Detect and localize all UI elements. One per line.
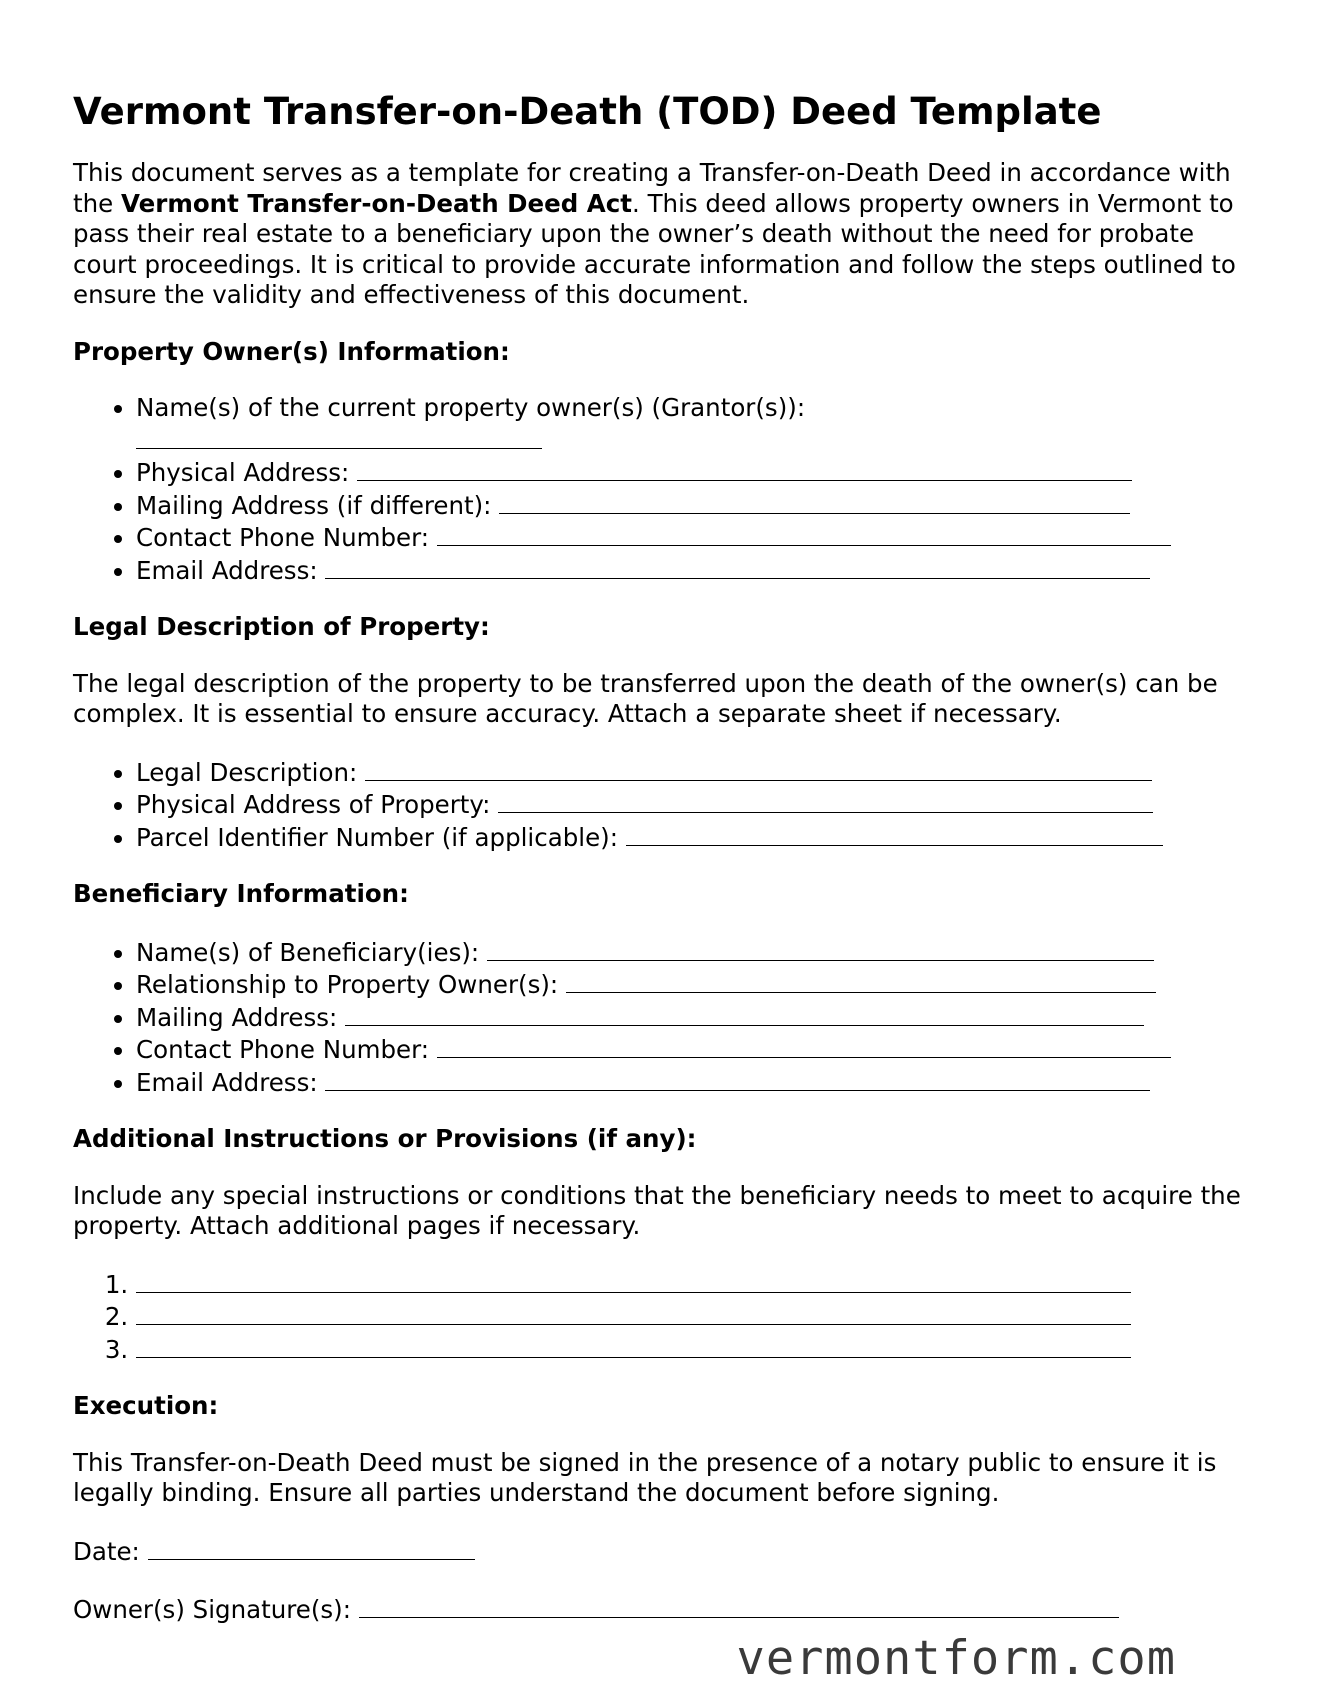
legal-fields-list	[73, 756, 1253, 854]
owner-fields-list	[73, 393, 1253, 586]
field-label: Contact Phone Number:	[136, 523, 430, 552]
watermark: vermontform.com	[736, 1631, 1176, 1686]
parcel-id-blank[interactable]	[626, 821, 1163, 846]
instruction-item	[136, 1333, 1253, 1366]
field-label: Contact Phone Number:	[136, 1035, 430, 1064]
field-label: Email Address:	[136, 1067, 318, 1097]
instruction-item	[136, 1268, 1253, 1301]
property-address-field	[136, 788, 1253, 821]
date-blank[interactable]	[148, 1535, 475, 1560]
legal-description-blank[interactable]	[365, 756, 1152, 781]
act-name: Vermont Transfer-on-Death Deed Act	[121, 188, 632, 218]
owner-email-field	[136, 554, 1253, 587]
beneficiary-mailing-address-field	[136, 1001, 1253, 1034]
beneficiary-relationship-blank[interactable]	[566, 968, 1156, 993]
field-label: Mailing Address:	[136, 1002, 338, 1032]
legal-paragraph: The legal description of the property to be transferred upon the death of the owner(s) can be complex. It is essential to ensure accuracy. Attach a separate sheet if necessary.	[73, 668, 1218, 728]
execution-paragraph: This Transfer-on-Death Deed must be signed in the presence of a notary public to ensure it is legally binding. Ensure all parties understand the document before signing.	[73, 1447, 1217, 1507]
signature-label: Owner(s) Signature(s):	[73, 1595, 351, 1624]
intro-paragraph	[73, 158, 1253, 311]
owner-phone-field	[136, 521, 1253, 554]
field-label: Mailing Address (if different):	[136, 490, 492, 520]
beneficiary-name-blank[interactable]	[487, 936, 1154, 961]
instructions-list	[73, 1268, 1253, 1366]
field-label: Name(s) of the current property owner(s) (Grantor(s)):	[136, 393, 806, 422]
instruction-3-blank[interactable]	[136, 1333, 1131, 1358]
intro-text-start: This document serves as a template for creating a Transfer-on-Death Deed in accordance with the	[73, 158, 1231, 218]
parcel-id-field	[136, 821, 1253, 854]
intro-text-end: . This deed allows property owners in Vermont to pass their real estate to a beneficiary upon the owner’s death without the need for probate court proceedings. It is critical to provide accurate information and follow the steps outlined to ensure the validity and effectiveness of this document.	[73, 188, 1236, 309]
property-address-blank[interactable]	[498, 788, 1153, 813]
document-page	[73, 88, 1253, 1652]
field-label: Email Address:	[136, 555, 318, 585]
date-label: Date:	[73, 1536, 140, 1566]
field-label: Legal Description:	[136, 757, 358, 787]
field-label: Physical Address of Property:	[136, 790, 491, 819]
execution-section-heading: Execution:	[73, 1391, 219, 1420]
legal-section-heading: Legal Description of Property:	[73, 612, 490, 641]
instruction-1-blank[interactable]	[136, 1268, 1131, 1293]
legal-description-field	[136, 756, 1253, 789]
instruction-2-blank[interactable]	[136, 1300, 1131, 1325]
owner-phone-blank[interactable]	[437, 521, 1171, 546]
instruction-item	[136, 1300, 1253, 1333]
owner-mailing-address-field	[136, 489, 1253, 522]
date-field	[73, 1535, 1253, 1568]
beneficiary-email-blank[interactable]	[325, 1066, 1150, 1091]
beneficiary-mailing-address-blank[interactable]	[345, 1001, 1144, 1026]
owner-mailing-address-blank[interactable]	[499, 489, 1130, 514]
owner-physical-address-blank[interactable]	[357, 456, 1132, 481]
owner-physical-address-field	[136, 456, 1253, 489]
owner-section-heading: Property Owner(s) Information:	[73, 336, 510, 366]
beneficiary-name-field	[136, 936, 1253, 969]
owner-name-field	[136, 393, 1253, 456]
field-label: Name(s) of Beneficiary(ies):	[136, 937, 480, 967]
beneficiary-relationship-field	[136, 968, 1253, 1001]
document-title: Vermont Transfer-on-Death (TOD) Deed Template	[73, 90, 1102, 133]
signature-field	[73, 1593, 1253, 1626]
owner-name-blank[interactable]	[136, 424, 542, 449]
field-label: Parcel Identifier Number (if applicable):	[136, 822, 618, 852]
beneficiary-phone-field	[136, 1033, 1253, 1066]
instructions-section-heading: Additional Instructions or Provisions (if any):	[73, 1124, 697, 1153]
beneficiary-fields-list	[73, 936, 1253, 1099]
instructions-paragraph: Include any special instructions or conditions that the beneficiary needs to meet to acquire the property. Attach additional pages if necessary.	[73, 1180, 1241, 1240]
beneficiary-email-field	[136, 1066, 1253, 1099]
beneficiary-phone-blank[interactable]	[437, 1033, 1171, 1058]
field-label: Relationship to Property Owner(s):	[136, 970, 559, 999]
beneficiary-section-heading: Beneficiary Information:	[73, 879, 409, 908]
owner-email-blank[interactable]	[325, 554, 1150, 579]
field-label: Physical Address:	[136, 458, 350, 487]
signature-blank[interactable]	[359, 1593, 1119, 1618]
